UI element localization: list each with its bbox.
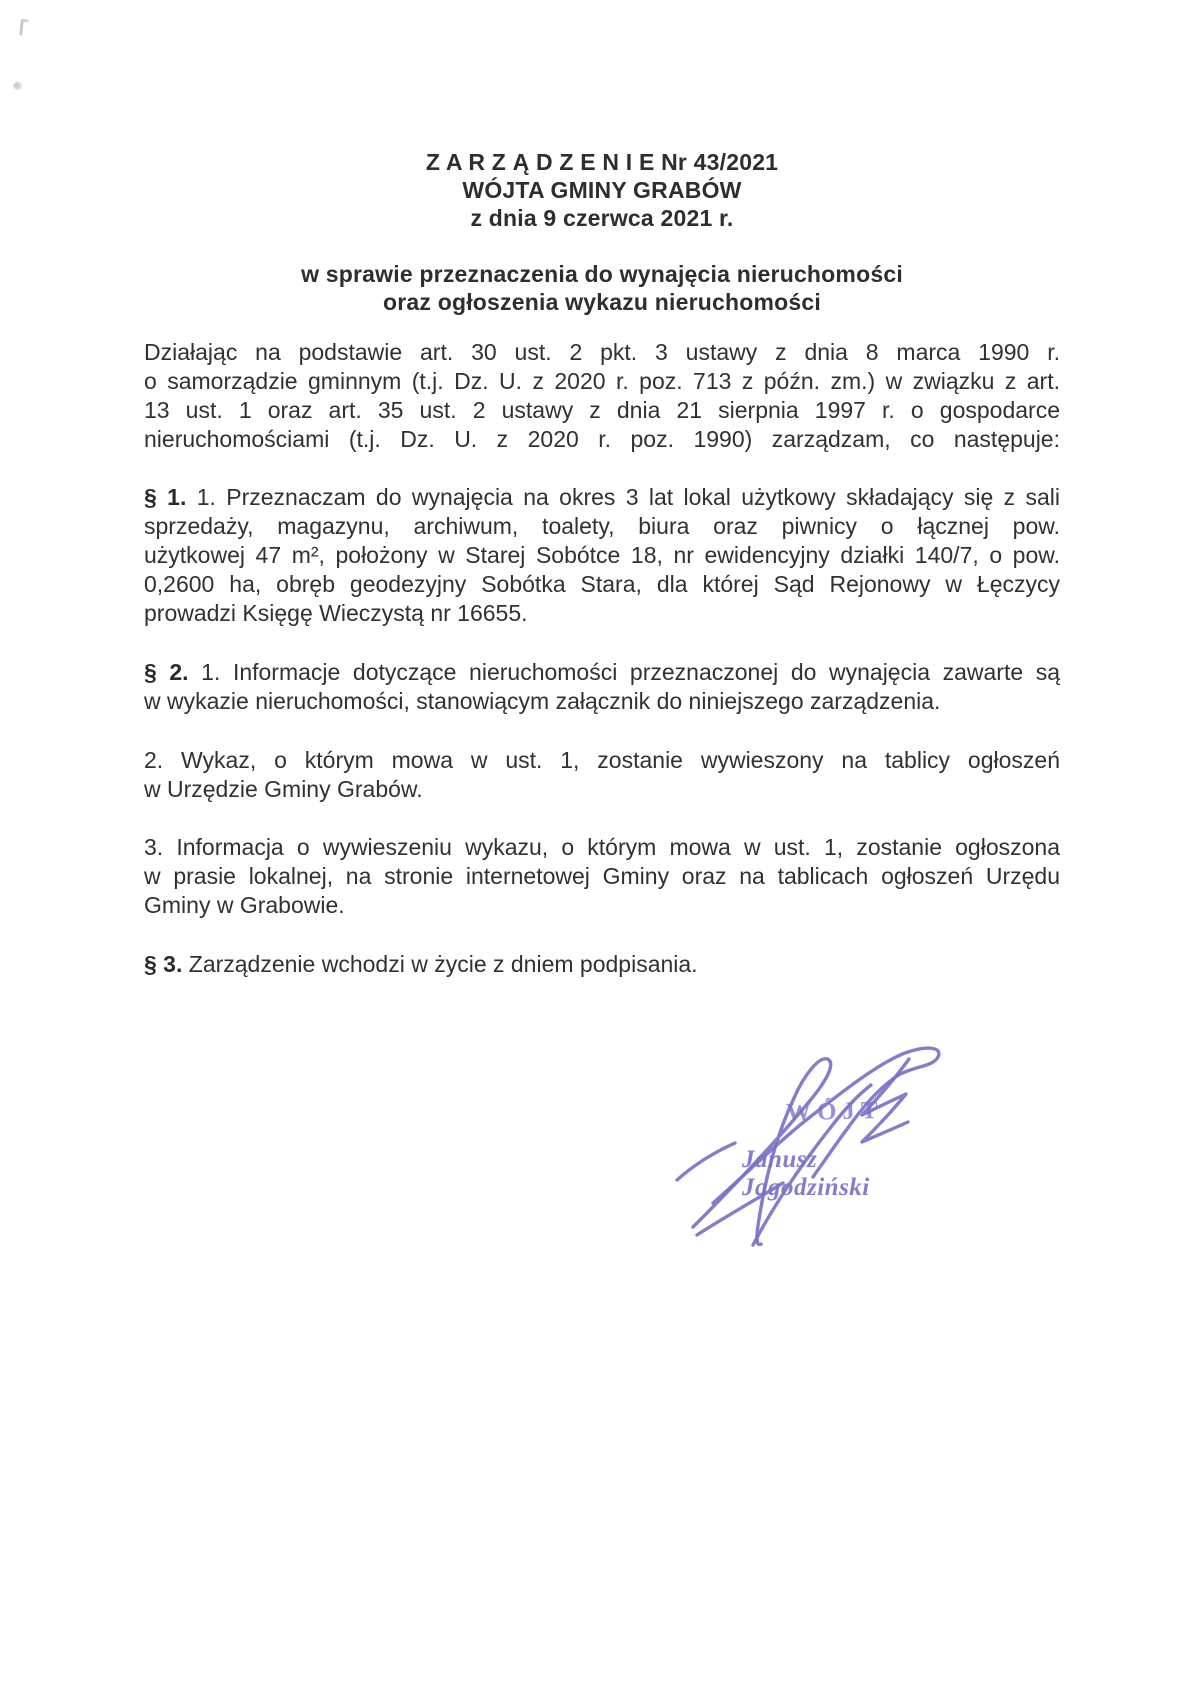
body-line: Działając na podstawie art. 30 ust. 2 pkt. 3 ustawy z dnia 8 marca 1990 r. xyxy=(144,339,1060,365)
paragraph-par-3 xyxy=(144,950,1060,979)
title-line: z dnia 9 czerwca 2021 r. xyxy=(470,205,734,231)
body-line: Gminy w Grabowie. xyxy=(144,892,345,918)
body-line: 13 ust. 1 oraz art. 35 ust. 2 ustawy z dnia 21 sierpnia 1997 r. o gospodarce xyxy=(144,397,1060,423)
section-symbol: § 2. xyxy=(144,659,189,685)
body-line: 3. Informacja o wywieszeniu wykazu, o którym mowa w ust. 1, zostanie ogłoszona xyxy=(144,834,1060,860)
body-line: w prasie lokalnej, na stronie internetowej Gminy oraz na tablicach ogłoszeń Urzędu xyxy=(144,863,1060,889)
body-line: 2. Wykaz, o którym mowa w ust. 1, zostanie wywieszony na tablicy ogłoszeń xyxy=(144,747,1060,773)
body-line: o samorządzie gminnym (t.j. Dz. U. z 2020 r. poz. 713 z późn. zm.) w związku z art. xyxy=(144,368,1060,394)
ordinance-title xyxy=(144,148,1060,232)
subject-line: w sprawie przeznaczenia do wynajęcia nieruchomości xyxy=(301,261,903,287)
section-symbol: § 3. xyxy=(144,951,183,977)
paragraph-par-2-ust-1 xyxy=(144,658,1060,716)
body-line: prowadzi Księgę Wieczystą nr 16655. xyxy=(144,600,528,626)
body-line: § 2. 1. Informacje dotyczące nieruchomości przeznaczonej do wynajęcia zawarte są xyxy=(144,659,1061,685)
body-line: sprzedaży, magazynu, archiwum, toalety, biura oraz piwnicy o łącznej pow. xyxy=(144,513,1060,539)
subject-line: oraz ogłoszenia wykazu nieruchomości xyxy=(383,289,821,315)
mayor-stamp-title: WÓJT xyxy=(785,1096,884,1127)
paragraph-par-1 xyxy=(144,483,1060,628)
scan-artifact xyxy=(19,19,29,37)
title-line: WÓJTA GMINY GRABÓW xyxy=(462,177,742,203)
body-line: w Urzędzie Gminy Grabów. xyxy=(144,776,423,802)
scan-artifact xyxy=(13,82,22,90)
body-line: użytkowej 47 m², położony w Starej Sobótce 18, nr ewidencyjny działki 140/7, o pow. xyxy=(144,542,1060,568)
body-line: § 3. Zarządzenie wchodzi w życie z dniem podpisania. xyxy=(144,951,698,977)
signer-name: Janusz Jagodziński xyxy=(742,1146,870,1201)
paragraph-par-2-ust-3 xyxy=(144,833,1060,920)
body-line: § 1. 1. Przeznaczam do wynajęcia na okres 3 lat lokal użytkowy składający się z sali xyxy=(144,484,1061,510)
ordinance-subject xyxy=(144,260,1060,316)
body-line: w wykazie nieruchomości, stanowiącym załącznik do niniejszego zarządzenia. xyxy=(144,688,941,714)
title-line: Z A R Z Ą D Z E N I E Nr 43/2021 xyxy=(425,149,779,175)
body-line: 0,2600 ha, obręb geodezyjny Sobótka Stara, dla której Sąd Rejonowy w Łęczycy xyxy=(144,571,1060,597)
section-symbol: § 1. xyxy=(144,484,187,510)
paragraph-par-2-ust-2 xyxy=(144,746,1060,804)
body-line: nieruchomościami (t.j. Dz. U. z 2020 r. poz. 1990) zarządzam, co następuje: xyxy=(144,426,1060,452)
signature-stroke xyxy=(677,1143,735,1180)
paragraph-preamble xyxy=(144,338,1060,454)
